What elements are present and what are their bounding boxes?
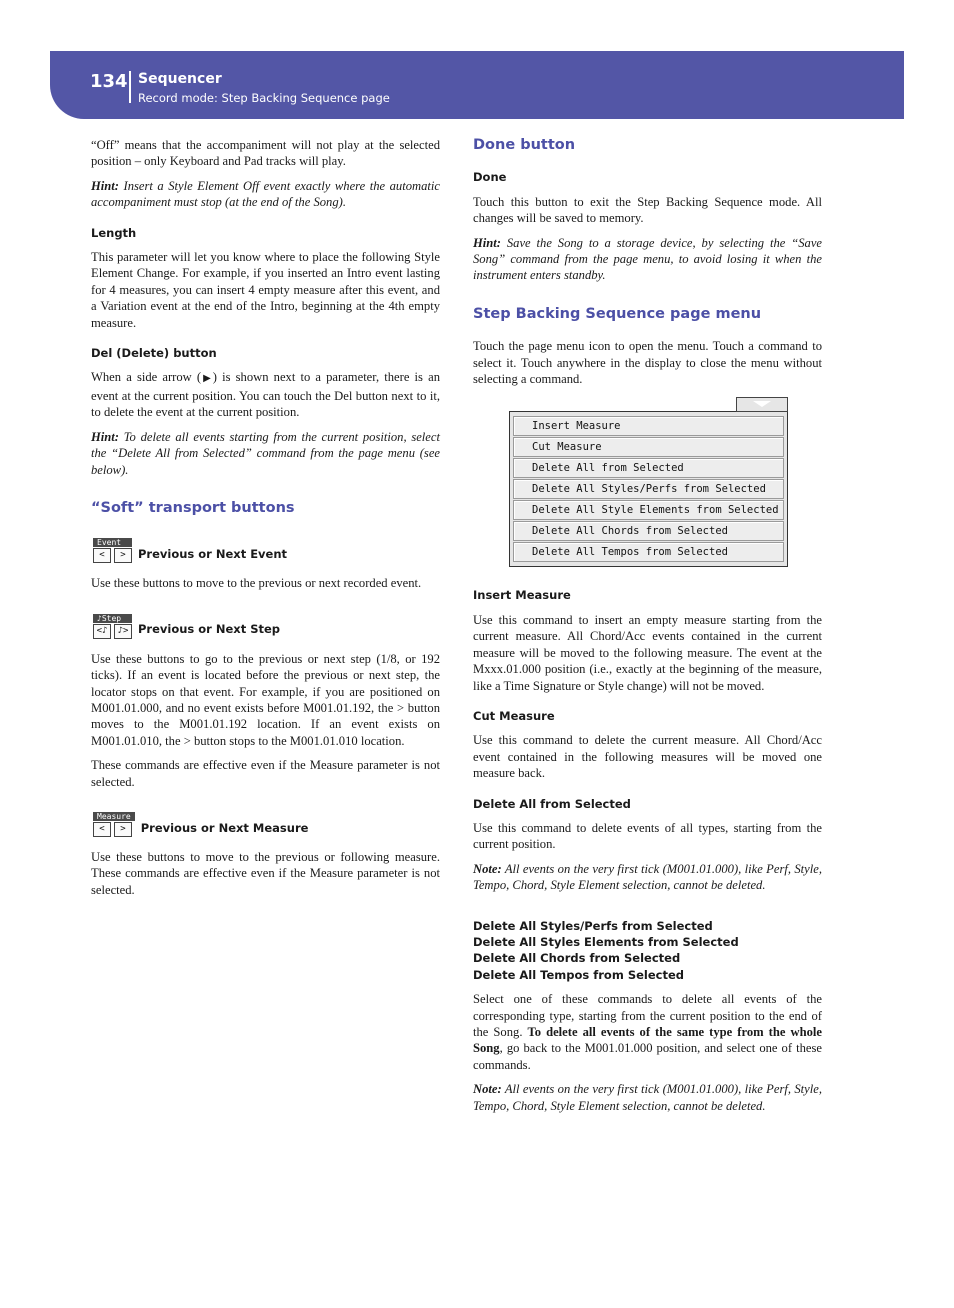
page-menu-paragraph: Touch the page menu icon to open the menu. Touch a command to select it. Touch anywhere in the display to close the menu without selecting a command. — [473, 339, 822, 387]
delete-styles-perfs-heading: Delete All Styles/Perfs from Selected — [473, 918, 713, 933]
delete-all-paragraph: Use this command to delete events of all types, starting from the current position. — [473, 820, 822, 852]
delete-commands-paragraph — [473, 991, 822, 1073]
page-header — [50, 51, 904, 119]
next-measure-button[interactable]: > — [114, 822, 132, 837]
delete-commands-text-bold: To delete all events of the same type from the whole Song — [473, 1025, 822, 1056]
hint-paragraph — [91, 429, 440, 478]
measure-paragraph: Use these buttons to move to the previous or following measure. These commands are effective even if the Measure parameter is not selected. — [91, 849, 440, 897]
event-button-group — [93, 538, 132, 563]
del-text-b: ) is shown next to a parameter, there is an event at the current position. You can touch the Del button next to it, to delete the event at the current position. — [91, 370, 440, 420]
prev-event-button[interactable]: < — [93, 548, 111, 563]
menu-item-delete-styles-perfs[interactable]: Delete All Styles/Perfs from Selected — [513, 479, 784, 499]
length-paragraph: This parameter will let you know where to place the following Style Element Change. For example, if you inserted an Intro event lasting for 4 measures, you can insert 4 empty measure after this event, and a Variation event at the end of the Intro, beginning at the 4th empty measure. — [91, 250, 440, 330]
note-label: Note: — [473, 1082, 502, 1097]
delete-chords-heading: Delete All Chords from Selected — [473, 951, 681, 966]
triangle-down-icon — [753, 401, 771, 407]
page-menu-screenshot — [509, 397, 788, 567]
event-buttons-row — [93, 538, 440, 563]
step-tag: ♪Step — [93, 614, 132, 623]
length-heading: Length — [91, 225, 137, 240]
measure-buttons-row — [93, 812, 440, 837]
step-paragraph-2: These commands are effective even if the Measure parameter is not selected. — [91, 758, 440, 789]
hint-label: Hint: — [91, 429, 119, 444]
cut-measure-paragraph: Use this command to delete the current measure. All Chord/Acc event contained in the following measures will be moved one measure back. — [473, 733, 822, 781]
page-menu-list — [509, 411, 788, 567]
insert-measure-heading: Insert Measure — [473, 588, 571, 603]
step-button-group — [93, 614, 132, 639]
menu-item-insert-measure[interactable]: Insert Measure — [513, 416, 784, 436]
off-paragraph: “Off” means that the accompaniment will not play at the selected position – only Keyboard and Pad tracks will play. — [91, 138, 440, 169]
event-buttons-label: Previous or Next Event — [138, 546, 288, 561]
hint-text: Save the Song to a storage device, by selecting the “Save Song” command from the page menu, to avoid losing it when the instrument enters standby. — [473, 235, 822, 283]
delete-tempos-heading: Delete All Tempos from Selected — [473, 967, 684, 982]
prev-step-button[interactable]: <♪ — [93, 624, 111, 639]
hint-label: Hint: — [91, 178, 119, 193]
hint-text: Insert a Style Element Off event exactly where the automatic accompaniment must stop (at the end of the Song). — [91, 178, 440, 210]
hint-label: Hint: — [473, 235, 501, 250]
delete-commands-text-b: , go back to the M001.01.000 position, and select one of these commands. — [473, 1041, 822, 1072]
menu-item-delete-style-elements[interactable]: Delete All Style Elements from Selected — [513, 500, 784, 520]
right-column — [473, 137, 822, 1122]
delete-commands-text-a: Select one of these commands to delete all events of the corresponding type, starting from the current position to the end of the Song. — [473, 992, 822, 1039]
del-paragraph — [91, 369, 440, 420]
del-heading: Del (Delete) button — [91, 346, 217, 361]
left-column — [91, 137, 440, 906]
next-step-button[interactable]: ♪> — [114, 624, 132, 639]
menu-item-cut-measure[interactable]: Cut Measure — [513, 437, 784, 457]
done-paragraph: Touch this button to exit the Step Backing Sequence mode. All changes will be saved to memory. — [473, 194, 822, 226]
page-menu-icon[interactable] — [736, 397, 788, 412]
step-buttons-row — [93, 614, 440, 639]
menu-item-delete-tempos[interactable]: Delete All Tempos from Selected — [513, 542, 784, 562]
done-heading: Done button — [473, 137, 576, 153]
hint-text: To delete all events starting from the current position, select the “Delete All from Selected” command from the page menu (see below). — [91, 429, 440, 477]
side-arrow-icon: ▶ — [201, 373, 213, 385]
cut-measure-heading: Cut Measure — [473, 708, 555, 723]
page-menu-heading: Step Backing Sequence page menu — [473, 305, 762, 322]
note-text: All events on the very first tick (M001.01.000), like Perf, Style, Tempo, Chord, Style Element selection, cannot be deleted. — [473, 1082, 822, 1113]
next-event-button[interactable]: > — [114, 548, 132, 563]
note-paragraph — [473, 861, 822, 894]
note-text: All events on the very first tick (M001.01.000), like Perf, Style, Tempo, Chord, Style Element selection, cannot be deleted. — [473, 861, 822, 893]
delete-all-heading: Delete All from Selected — [473, 796, 631, 811]
step-paragraph: Use these buttons to go to the previous or next step (1/8, or 192 ticks). If an event is located before the previous or next step, the locator stops on that event. For example, if you are positioned on M001.01.000, and no event exists before M001.01.192, the > button moves to the M001.01.192 location. If an event exists on M001.01.010, the > button stops to the M001.01.010 location. — [91, 651, 440, 748]
menu-item-delete-chords[interactable]: Delete All Chords from Selected — [513, 521, 784, 541]
event-paragraph: Use these buttons to move to the previous or next recorded event. — [91, 576, 422, 591]
hint-paragraph — [473, 235, 822, 284]
done-subheading: Done — [473, 170, 507, 185]
measure-button-group — [93, 812, 135, 837]
prev-measure-button[interactable]: < — [93, 822, 111, 837]
measure-tag: Measure — [93, 812, 135, 821]
menu-item-delete-all[interactable]: Delete All from Selected — [513, 458, 784, 478]
soft-transport-heading: “Soft” transport buttons — [91, 499, 295, 516]
step-buttons-label: Previous or Next Step — [138, 622, 281, 637]
del-text-a: When a side arrow ( — [91, 370, 202, 385]
delete-style-elements-heading: Delete All Styles Elements from Selected — [473, 934, 739, 949]
hint-paragraph — [91, 178, 440, 211]
note-label: Note: — [473, 861, 502, 876]
chapter-title: Sequencer — [138, 71, 222, 87]
header-divider — [129, 71, 131, 103]
event-tag: Event — [93, 538, 132, 547]
page-number: 134 — [90, 71, 128, 92]
note-paragraph — [473, 1081, 822, 1114]
delete-commands-headings — [473, 918, 822, 984]
insert-measure-paragraph: Use this command to insert an empty measure starting from the current measure. All Chord/Acc events contained in the current measure will be moved to the following measure. The event at the Mxxx.01.000 position (i.e., exactly at the beginning of the measure, like a Time Signature or Style change) will not be moved. — [473, 612, 822, 693]
measure-buttons-label: Previous or Next Measure — [140, 820, 309, 835]
section-subtitle: Record mode: Step Backing Sequence page — [138, 91, 390, 105]
